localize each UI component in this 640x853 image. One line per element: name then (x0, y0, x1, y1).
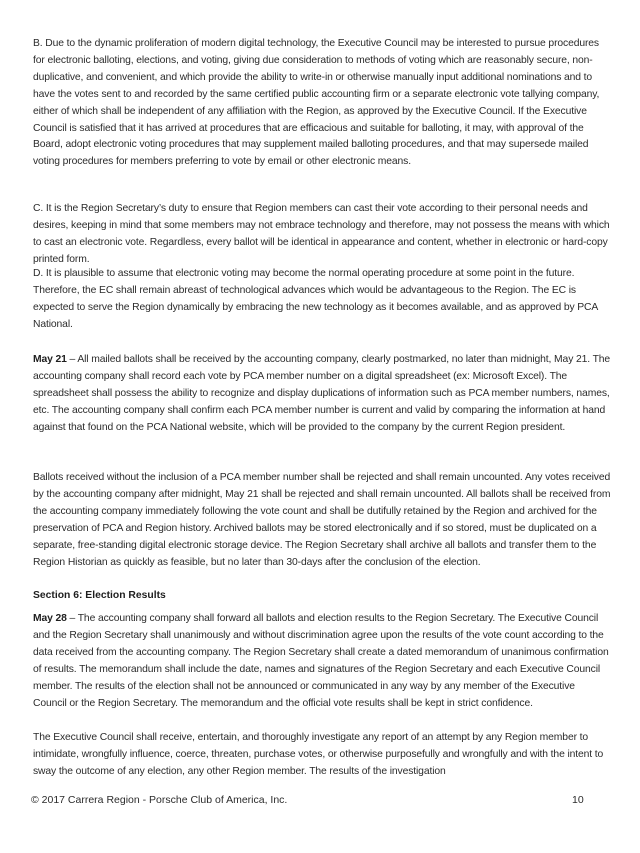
paragraph-may28 (33, 611, 611, 712)
paragraph-ballots-rejected: Ballots received without the inclusion of a PCA member number shall be rejected and shall remain uncounted. Any votes received by the accounting company after midnight, May 21 shall be rejected and shall remain uncounted. All ballots shall be received from the accounting company immediately following the vote count and shall be dutifully retained by the Region and archived for the preservation of PCA and Region history. Archived ballots may be stored electronically and if so stored, must be duplicated on a separate, free-standing digital electronic storage device. The Region Secretary shall archive all ballots and transfer them to the Region Historian as quickly as feasible, but no later than 30-days after the conclusion of the election. (33, 472, 611, 568)
paragraph-investigation: The Executive Council shall receive, entertain, and thoroughly investigate any report of an attempt by any Region member to intimidate, wrongfully influence, coerce, threaten, purchase votes, or otherwise purposefully and wrongfully and with the intent to sway the outcome of any election, any other Region member. The results of the investigation (33, 732, 604, 777)
section-6-heading: Section 6: Election Results (33, 590, 166, 601)
page-number: 10 (572, 794, 584, 806)
paragraph-b-electronic-balloting: B. Due to the dynamic proliferation of modern digital technology, the Executive Council may be interested to pursue procedures for electronic balloting, elections, and voting, giving due consideration to methods of voting which are reasonably secure, non-duplicative, and convenient, and which provide the ability to write-in or otherwise manually input additional nominations and to have the votes sent to and recorded by the same certified public accounting firm or a separate electronic vote tallying company, either of which shall be independent of any affiliation with the Region, as approved by the Executive Council. If the Executive Council is satisfied that it has arrived at procedures that are efficacious and suitable for balloting, it may, with approval of the Board, adopt electronic voting procedures that may supplement mailed balloting procedures, and that may supersede mailed voting procedures for members preferring to vote by email or other electronic means. (33, 38, 600, 168)
date-label-may28: May 28 (33, 613, 67, 624)
may21-text: – All mailed ballots shall be received by the accounting company, clearly postmarked, no later than midnight, May 21. The accounting company shall record each vote by PCA member number on a digital spreadsheet (ex: Microsoft Excel). The spreadsheet shall possess the ability to recognize and display duplications of information such as PCA member numbers, names, etc. The accounting company shall confirm each PCA member number is current and valid by comparing the information at hand against that found on the PCA National website, which will be provided to the company by the current Region president. (33, 354, 611, 433)
paragraph-d-electronic-future: D. It is plausible to assume that electronic voting may become the normal operating procedure at some point in the future. Therefore, the EC shall remain abreast of technological advances which would be advantageous to the Region. The EC is expected to serve the Region dynamically by embracing the new technology as it becomes available, and as approved by PCA National. (33, 268, 598, 330)
paragraph-may21 (33, 352, 611, 437)
paragraph-c-secretary-duty: C. It is the Region Secretary’s duty to ensure that Region members can cast their vote according to their personal needs and desires, keeping in mind that some members may not embrace technology and therefore, may not possess the means with which to cast an electronic vote. Regardless, every ballot will be identical in appearance and content, whether in electronic or hard-copy printed form. (33, 203, 610, 265)
footer-copyright: © 2017 Carrera Region - Porsche Club of America, Inc. (31, 794, 288, 806)
date-label-may21: May 21 (33, 354, 67, 365)
may28-text: – The accounting company shall forward all ballots and election results to the Region Secretary. The Executive Council and the Region Secretary shall unanimously and without discrimination agree upon the results of the vote count according to the data received from the accounting company. The Region Secretary shall create a dated memorandum of unanimous confirmation of results. The memorandum shall include the date, names and signatures of the Region Secretary and each Executive Council member. The results of the election shall not be announced or communicated in any way by any member of the Executive Council or the Region Secretary. The memorandum and the official vote results shall be kept in strict confidence. (33, 613, 609, 709)
